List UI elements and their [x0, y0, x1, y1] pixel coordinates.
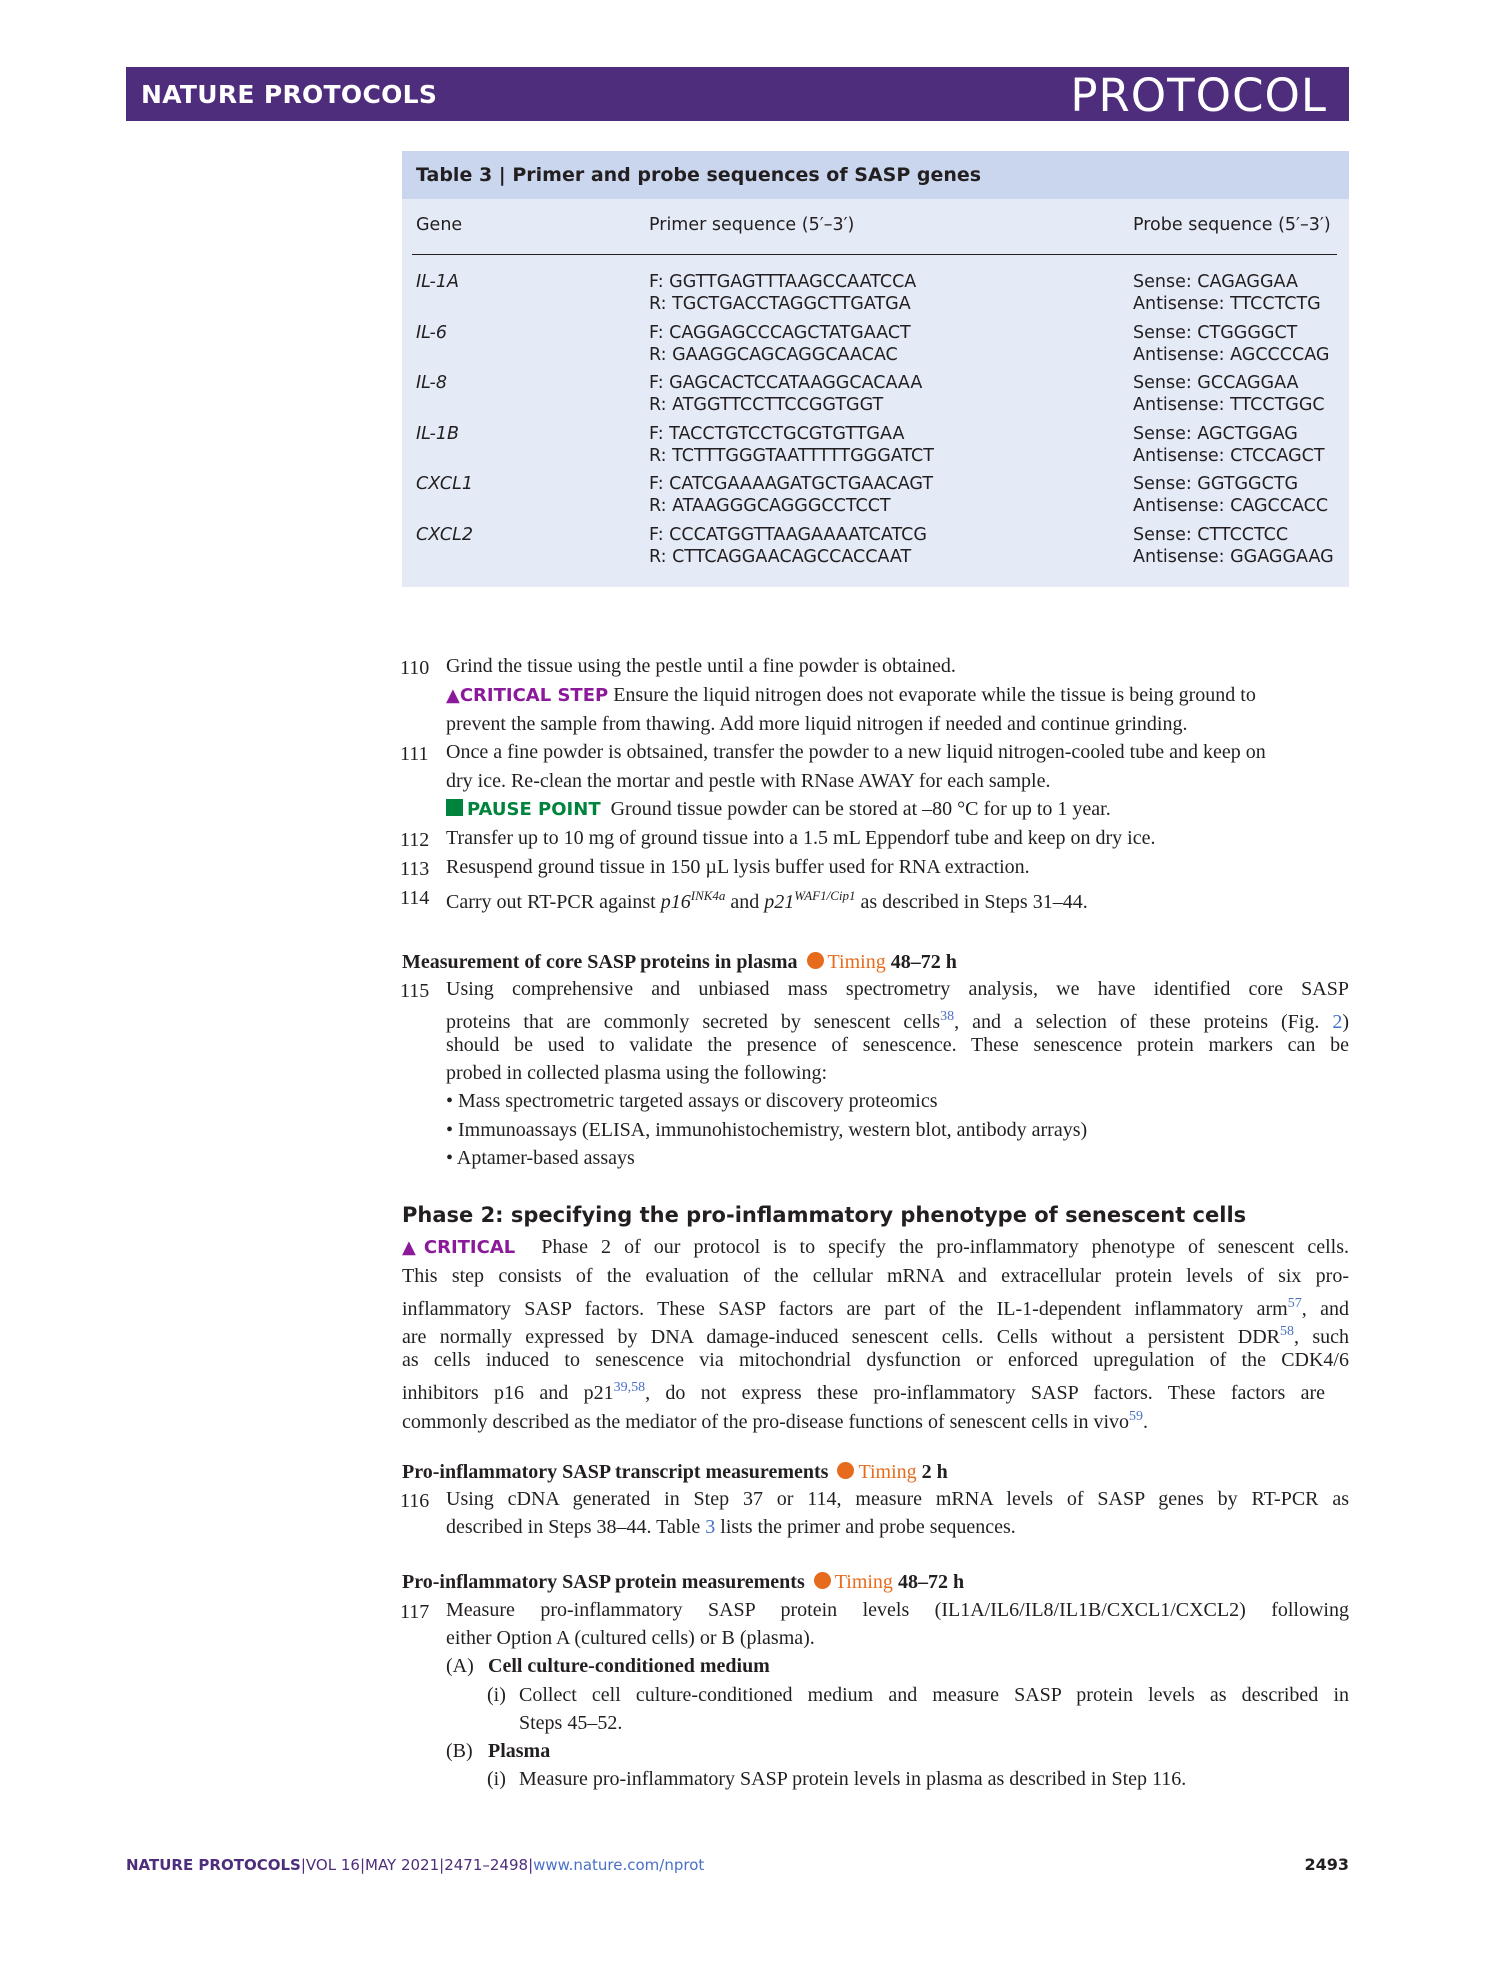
footer-journal: NATURE PROTOCOLS	[126, 1856, 301, 1874]
phase2-paragraph-line: inhibitors p16 and p21$^{39,58}$, do not express these pro-inflammatory SASP factors. These factors are	[402, 1380, 1326, 1404]
primer-cell: F: CAGGAGCCCAGCTATGAACT R: GAAGGCAGCAGGCAACAC	[649, 323, 911, 365]
phase2-paragraph-line: as cells induced to senescence via mitochondrial dysfunction or enforced upregulation of the CDK4/6	[402, 1349, 1349, 1371]
probe-cell: Sense: GCCAGGAA Antisense: TTCCTGGC	[1133, 373, 1325, 415]
gene-cell: IL-6	[416, 323, 448, 343]
substep-text-cont: Steps 45–52.	[519, 1712, 623, 1734]
table-row	[402, 372, 1349, 422]
section-heading-plasma: Measurement of core SASP proteins in plasma Timing 48–72 h	[402, 951, 957, 973]
pause-square-icon	[446, 799, 463, 816]
timing-dot-icon	[807, 952, 824, 969]
option-b-title: Plasma	[488, 1740, 551, 1762]
probe-cell: Sense: CTGGGGCT Antisense: AGCCCCAG	[1133, 323, 1330, 365]
primer-cell: F: CCCATGGTTAAGAAAATCATCG R: CTTCAGGAACAGCCACCAAT	[649, 525, 927, 567]
journal-name: NATURE PROTOCOLS	[141, 80, 438, 109]
table-row	[402, 524, 1349, 574]
journal-header-band	[126, 67, 1349, 121]
gene-cell: IL-8	[416, 373, 448, 393]
step-text-cont: described in Steps 38–44. Table 3 lists the primer and probe sequences.	[446, 1516, 1016, 1538]
critical-step: ▲CRITICAL STEP Ensure the liquid nitrogen does not evaporate while the tissue is being ground to	[446, 684, 1256, 706]
step-number: 111	[400, 743, 429, 765]
phase2-paragraph-line: inflammatory SASP factors. These SASP factors are part of the IL-1-dependent inflammatory arm$^{57}$, and	[402, 1296, 1349, 1320]
list-item: • Immunoassays (ELISA, immunohistochemistry, western blot, antibody arrays)	[446, 1119, 1088, 1141]
primer-cell: F: GGTTGAGTTTAAGCCAATCCA R: TGCTGACCTAGGCTTGATGA	[649, 272, 917, 314]
step-text: Transfer up to 10 mg of ground tissue into a 1.5 mL Eppendorf tube and keep on dry ice.	[446, 827, 1156, 849]
page-footer: NATURE PROTOCOLS|VOL 16|MAY 2021|2471–2498|www.nature.com/nprot	[126, 1856, 705, 1874]
step-number: 114	[400, 887, 430, 909]
step-number: 115	[400, 980, 430, 1002]
option-a-label: (A)	[446, 1655, 474, 1677]
substep-label: (i)	[487, 1684, 506, 1706]
step-text: Using cDNA generated in Step 37 or 114, measure mRNA levels of SASP genes by RT-PCR as	[446, 1488, 1349, 1510]
step-text: Measure pro-inflammatory SASP protein levels (IL1A/IL6/IL8/IL1B/CXCL1/CXCL2) following	[446, 1599, 1349, 1621]
step-text: Carry out RT-PCR against $p16^{INK4a}$ and $p21^{WAF1/Cip1}$ as described in Steps 31–44.	[446, 888, 1088, 913]
substep-label: (i)	[487, 1768, 506, 1790]
pause-point: PAUSE POINT Ground tissue powder can be stored at –80 °C for up to 1 year.	[446, 795, 1111, 825]
col-header-primer: Primer sequence (5′–3′)	[649, 215, 855, 235]
phase2-paragraph-line: This step consists of the evaluation of the cellular mRNA and extracellular protein levels of six pro-	[402, 1265, 1349, 1287]
step-number: 112	[400, 829, 430, 851]
primer-cell: F: TACCTGTCCTGCGTGTTGAA R: TCTTTGGGTAATTTTTGGGATCT	[649, 424, 934, 466]
section-heading-protein: Pro-inflammatory SASP protein measurements Timing 48–72 h	[402, 1571, 965, 1593]
substep-text: Collect cell culture-conditioned medium and measure SASP protein levels as described in	[519, 1684, 1349, 1706]
pause-point-label: PAUSE POINT	[467, 799, 601, 820]
step-number: 116	[400, 1490, 430, 1512]
list-item: • Aptamer-based assays	[446, 1147, 635, 1169]
step-text: Grind the tissue using the pestle until a fine powder is obtained.	[446, 655, 956, 677]
table-row	[402, 473, 1349, 523]
option-b-label: (B)	[446, 1740, 473, 1762]
gene-cell: CXCL2	[416, 525, 474, 545]
substep-text: Measure pro-inflammatory SASP protein levels in plasma as described in Step 116.	[519, 1768, 1187, 1790]
probe-cell: Sense: CTTCCTCC Antisense: GGAGGAAG	[1133, 525, 1334, 567]
primer-probe-table	[402, 151, 1349, 587]
col-header-gene: Gene	[416, 215, 463, 235]
table-row	[402, 271, 1349, 321]
critical-step-label: ▲CRITICAL STEP	[446, 685, 609, 706]
step-number: 110	[400, 657, 430, 679]
col-header-probe: Probe sequence (5′–3′)	[1133, 215, 1331, 235]
timing-dot-icon	[814, 1572, 831, 1589]
primer-cell: F: CATCGAAAAGATGCTGAACAGT R: ATAAGGGCAGGGCCTCCT	[649, 474, 934, 516]
article-type: PROTOCOL	[1070, 69, 1327, 122]
gene-cell: IL-1A	[416, 272, 459, 292]
step-text-cont: probed in collected plasma using the following:	[446, 1062, 828, 1084]
phase2-paragraph-line: are normally expressed by DNA damage-induced senescent cells. Cells without a persistent DDR$^{58}$, such	[402, 1324, 1349, 1348]
critical-label: ▲CRITICAL	[402, 1237, 516, 1258]
table-title: Table 3 | Primer and probe sequences of SASP genes	[416, 164, 982, 186]
table-title-bar	[402, 151, 1349, 199]
option-a-title: Cell culture-conditioned medium	[488, 1655, 770, 1677]
timing-dot-icon	[837, 1462, 854, 1479]
primer-cell: F: GAGCACTCCATAAGGCACAAA R: ATGGTTCCTTCCGGTGGT	[649, 373, 923, 415]
step-number: 117	[400, 1601, 430, 1623]
critical-step-cont: prevent the sample from thawing. Add more liquid nitrogen if needed and continue grinding.	[446, 713, 1188, 735]
gene-cell: CXCL1	[416, 474, 474, 494]
step-text-cont: either Option A (cultured cells) or B (plasma).	[446, 1627, 815, 1649]
table-header-rule	[412, 254, 1337, 255]
step-number: 113	[400, 858, 430, 880]
step-text-cont: proteins that are commonly secreted by senescent cells$^{38}$, and a selection of these proteins (Fig. 2)	[446, 1009, 1349, 1033]
journal-url-link[interactable]: www.nature.com/nprot	[533, 1856, 705, 1874]
phase2-paragraph-line: commonly described as the mediator of the pro-disease functions of senescent cells in vivo$^{59}$.	[402, 1409, 1149, 1433]
phase2-paragraph-line: ▲CRITICAL Phase 2 of our protocol is to specify the pro-inflammatory phenotype of senescent cells.	[402, 1236, 1350, 1258]
step-text: Using comprehensive and unbiased mass spectrometry analysis, we have identified core SASP	[446, 978, 1349, 1000]
section-heading-transcript: Pro-inflammatory SASP transcript measurements Timing 2 h	[402, 1461, 948, 1483]
step-text-cont: dry ice. Re-clean the mortar and pestle with RNase AWAY for each sample.	[446, 770, 1051, 792]
table-row	[402, 423, 1349, 473]
phase2-heading: Phase 2: specifying the pro-inflammatory phenotype of senescent cells	[402, 1203, 1247, 1227]
step-text-cont: should be used to validate the presence of senescence. These senescence protein markers can be	[446, 1034, 1349, 1056]
step-text: Once a fine powder is obtsained, transfer the powder to a new liquid nitrogen-cooled tube and keep on	[446, 741, 1266, 763]
gene-cell: IL-1B	[416, 424, 460, 444]
list-item: • Mass spectrometric targeted assays or discovery proteomics	[446, 1090, 938, 1112]
page-number: 2493	[1304, 1855, 1349, 1874]
probe-cell: Sense: GGTGGCTG Antisense: CAGCCACC	[1133, 474, 1329, 516]
table-row	[402, 322, 1349, 372]
probe-cell: Sense: AGCTGGAG Antisense: CTCCAGCT	[1133, 424, 1325, 466]
probe-cell: Sense: CAGAGGAA Antisense: TTCCTCTG	[1133, 272, 1321, 314]
step-text: Resuspend ground tissue in 150 µL lysis buffer used for RNA extraction.	[446, 856, 1030, 878]
